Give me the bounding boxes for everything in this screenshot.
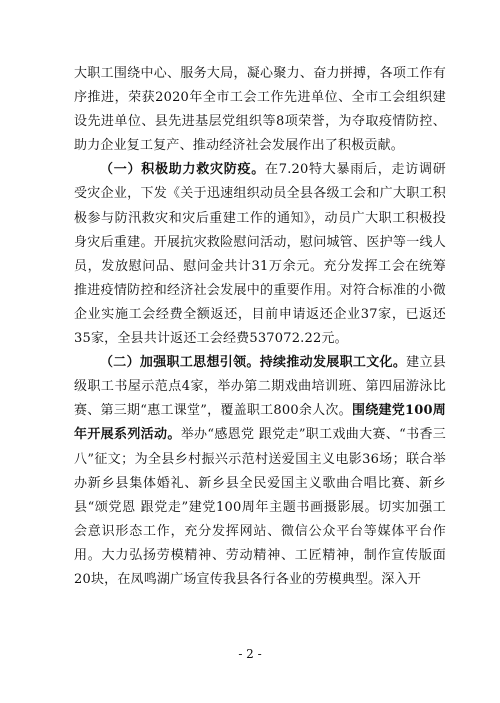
section-2-text-1: 建立县级职工书屋示范点4家，举办第二期戏曲培训班、第四届游泳比赛、第三期“惠工课堂”，覆盖职工800余人次。 (74, 355, 446, 419)
section-2-bold-subheading: 围绕建党100周年开展系列活动。 (74, 403, 446, 443)
section-2-text-2: 举办“感恩党 跟党走”职工戏曲大赛、“书香三八”征文；为全县乡村振兴示范村送爱国主义电影36场；联合举办新乡县集体婚礼、新乡县全民爱国主义歌曲合唱比赛、新乡县“颂党恩 跟党走”建党100周年主题书画摄影展。切实加强工会意识形态工作，充分发挥网站、微信公众平台等媒体平台作用。大力弘扬劳模精神、劳动精神、工匠精神，制作宣传版面20块，在凤鸣湖广场宣传我县各行各业的劳模典型。深入开 (74, 427, 446, 587)
section-1-paragraph (74, 158, 446, 351)
section-1-text: 在7.20特大暴雨后，走访调研受灾企业，下发《关于迅速组织动员全县各级工会和广大职工积极参与防汛救灾和灾后重建工作的通知》，动员广大职工积极投身灾后重建。开展抗灾救险慰问活动，慰问城管、医护等一线人员，发放慰问品、慰问金共计31万余元。充分发挥工会在统筹推进疫情防控和经济社会发展中的重要作用。对符合标准的小微企业实施工会经费全额返还，目前申请返还企业37家，已返还35家，全县共计返还工会经费537072.22元。 (74, 162, 446, 347)
section-2-paragraph (74, 351, 446, 592)
page-number: - 2 - (238, 647, 262, 661)
section-1-heading: （一）积极助力救灾防疫。 (100, 162, 265, 178)
document-body (74, 62, 446, 592)
section-2-heading: （二）加强职工思想引领。持续推动发展职工文化。 (100, 355, 407, 371)
paragraph-intro (74, 62, 446, 158)
paragraph-intro-text: 大职工围绕中心、服务大局，凝心聚力、奋力拼搏，各项工作有序推进，荣获2020年全市工会工作先进单位、全市工会组织建设先进单位、县先进基层党组织等8项荣誉，为夺取疫情防控、助力企业复工复产、推动经济社会发展作出了积极贡献。 (74, 66, 446, 154)
